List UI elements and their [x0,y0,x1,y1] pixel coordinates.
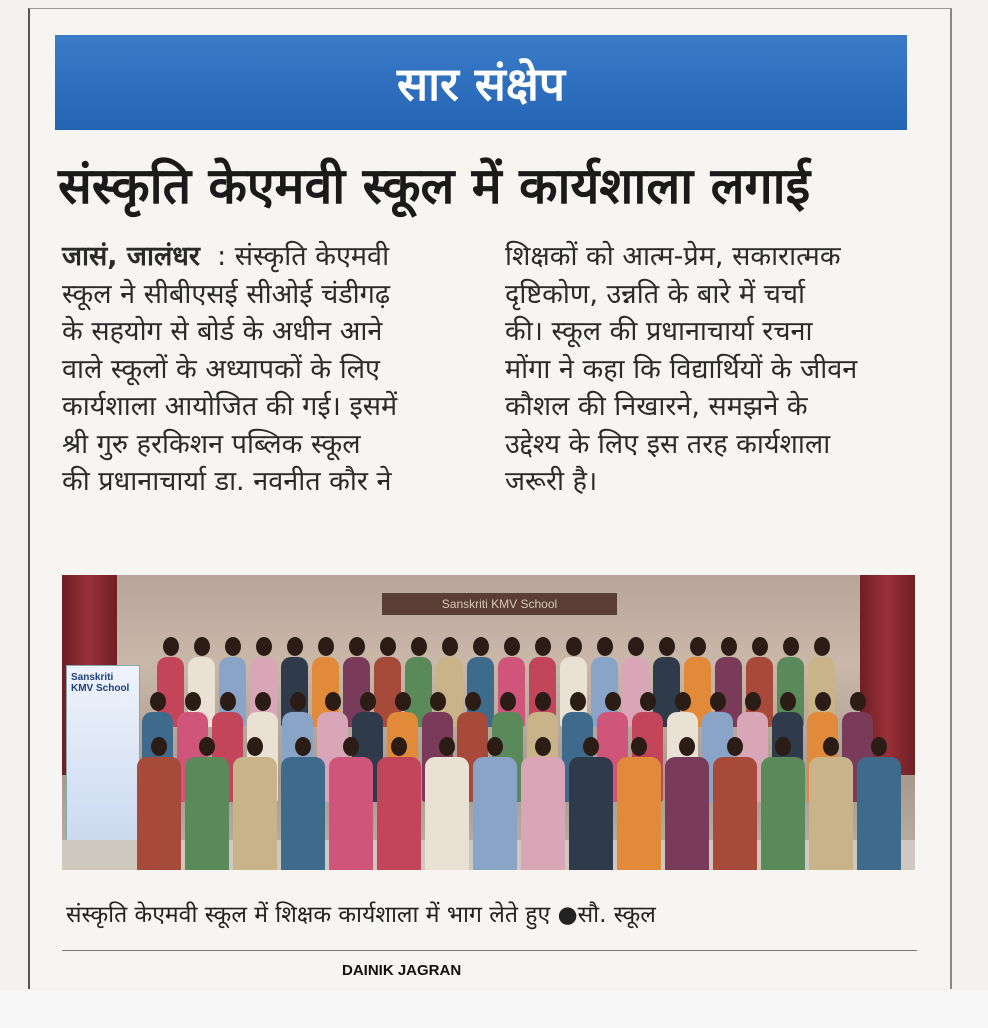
person-head [256,637,272,656]
bottom-strip [0,990,988,1028]
person-figure [281,757,325,870]
person-head [690,637,706,656]
person-head [225,637,241,656]
article-line: मोंगा ने कहा कि विद्यार्थियों के जीवन [505,353,858,385]
person-head [343,737,359,756]
person-head [675,692,691,711]
person-head [295,737,311,756]
person-figure [569,757,613,870]
person-head [659,637,675,656]
person-head [430,692,446,711]
person-figure [761,757,805,870]
section-banner [55,35,907,130]
person-head [583,737,599,756]
person-head [500,692,516,711]
person-head [318,637,334,656]
person-head [679,737,695,756]
article-text: संस्कृति केएमवी [234,241,390,272]
person-head [194,637,210,656]
person-head [151,737,167,756]
person-head [775,737,791,756]
person-head [752,637,768,656]
person-head [473,637,489,656]
person-head [566,637,582,656]
source-label: DAINIK JAGRAN [342,962,462,979]
person-figure [857,757,901,870]
article-line: वाले स्कूलों के अध्यापकों के लिए [62,353,380,385]
person-head [597,637,613,656]
dateline: जासं, जालंधर [62,241,200,272]
person-figure [377,757,421,870]
person-head [349,637,365,656]
person-head [442,637,458,656]
person-head [640,692,656,711]
person-head [504,637,520,656]
person-head [721,637,737,656]
article-line: के सहयोग से बोर्ड के अधीन आने [62,316,383,347]
article-line: जासं, जालंधर : संस्कृति केएमवी [62,241,390,272]
article-line: की। स्कूल की प्रधानाचार्या रचना [505,316,813,347]
person-head [287,637,303,656]
person-head [199,737,215,756]
person-head [631,737,647,756]
article-line: उद्देश्य के लिए इस तरह कार्यशाला [505,428,831,460]
person-figure [137,757,181,870]
person-head [814,637,830,656]
person-head [823,737,839,756]
program-standee [66,665,140,857]
person-head [570,692,586,711]
person-head [710,692,726,711]
person-head [605,692,621,711]
person-figure [665,757,709,870]
person-head [871,737,887,756]
person-figure [425,757,469,870]
person-figure [473,757,517,870]
person-head [465,692,481,711]
person-head [391,737,407,756]
person-head [360,692,376,711]
person-head [535,692,551,711]
person-head [815,692,831,711]
stage-sign [382,593,617,615]
person-head [411,637,427,656]
person-figure [713,757,757,870]
person-head [380,637,396,656]
article-line: कार्यशाला आयोजित की गई। इसमें [62,391,398,422]
article-line: जरूरी है। [505,466,598,497]
person-head [325,692,341,711]
person-figure [521,757,565,870]
person-head [850,692,866,711]
article-line: दृष्टिकोण, उन्नति के बारे में चर्चा [505,278,806,310]
person-figure [809,757,853,870]
article-column-left [62,238,397,501]
person-head [727,737,743,756]
person-head [745,692,761,711]
person-figure [617,757,661,870]
person-head [439,737,455,756]
person-head [163,637,179,656]
standee-text: Sanskriti KMV School [71,672,130,694]
photo-caption: संस्कृति केएमवी स्कूल में शिक्षक कार्यशाला में भाग लेते हुए ●सौ. स्कूल [66,902,656,928]
person-head [220,692,236,711]
section-banner-title: सार संक्षेप [396,56,566,111]
article-line: स्कूल ने सीबीएसई सीओई चंडीगढ़ [62,278,391,310]
person-head [535,737,551,756]
person-head [255,692,271,711]
headline: संस्कृति केएमवी स्कूल में कार्यशाला लगाई [58,157,811,215]
group-photo [62,575,915,870]
person-head [487,737,503,756]
article-line: शिक्षकों को आत्म-प्रेम, सकारात्मक [505,241,841,272]
person-head [628,637,644,656]
person-head [783,637,799,656]
article-line: श्री गुरु हरकिशन पब्लिक स्कूल [62,428,361,460]
person-figure [233,757,277,870]
person-head [535,637,551,656]
person-head [247,737,263,756]
divider [62,950,917,951]
person-figure [185,757,229,870]
person-head [150,692,166,711]
article-column-right [505,238,857,501]
person-head [780,692,796,711]
person-head [395,692,411,711]
person-figure [329,757,373,870]
stage-sign-text: Sanskriti KMV School [441,597,558,611]
person-head [185,692,201,711]
article-line: की प्रधानाचार्या डा. नवनीत कौर ने [62,466,392,497]
person-head [290,692,306,711]
article-line: कौशल की निखारने, समझने के [505,391,808,422]
